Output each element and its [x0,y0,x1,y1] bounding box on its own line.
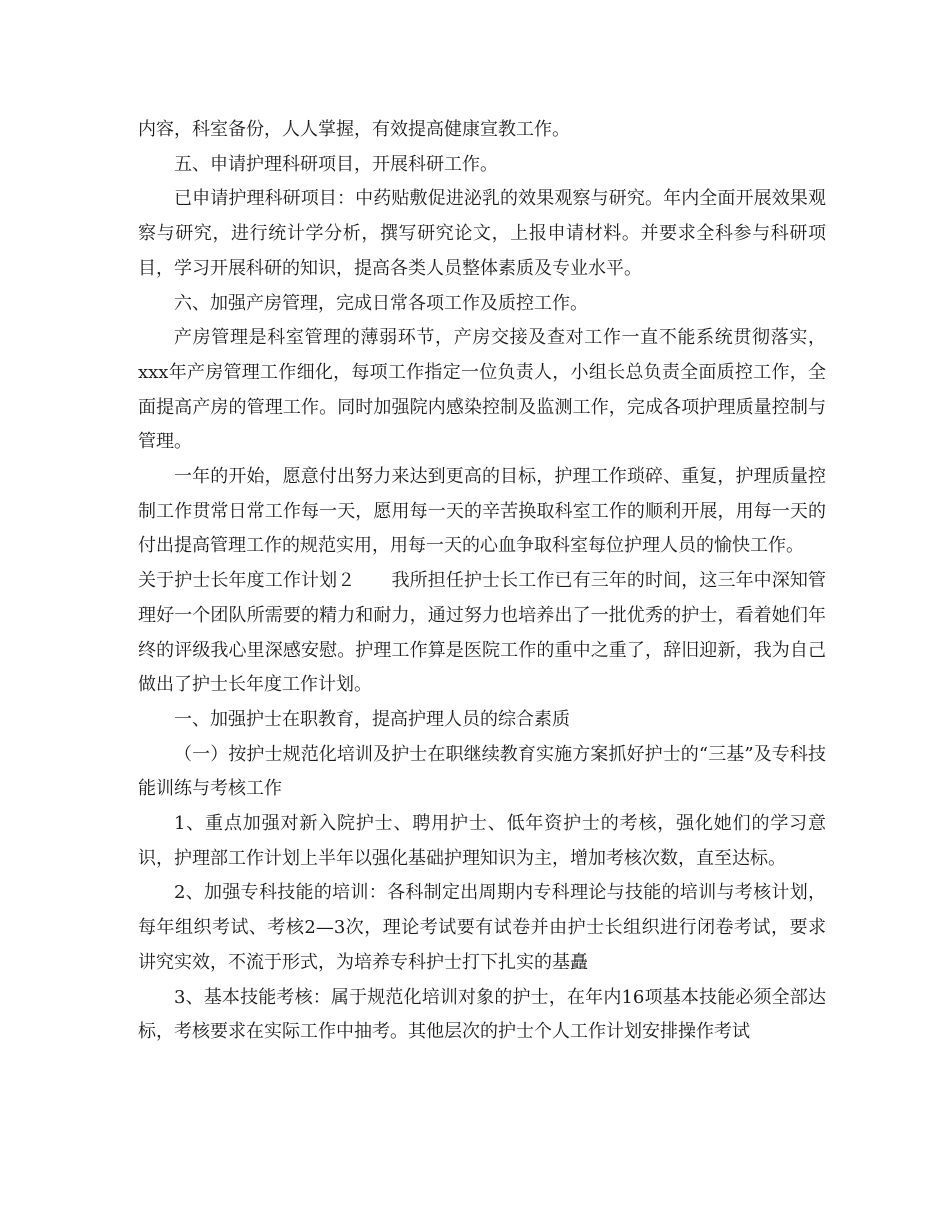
section-heading-in-service-education: 一、加强护士在职教育，提高护理人员的综合素质 [174,708,570,730]
paragraph-research-project: 已申请护理科研项目：中药贴敷促进泌乳的效果观察与研究。年内全面开展效果观察与研究，进行统计学分析，撰写研究论文，上报申请材料。并要求全科参与科研项目，学习开展科研的知识，提高各类人员整体素质及专业水平。 [138,188,826,279]
section-heading-delivery-room: 六、加强产房管理，完成日常各项工作及质控工作。 [174,292,588,314]
list-item-3: 3、基本技能考核：属于规范化培训对象的护士，在年内16项基本技能必须全部达标，考核要求在实际工作中抽考。其他层次的护士个人工作计划安排操作考试 [138,986,826,1043]
paragraph-health-education-end: 内容，科室备份，人人掌握，有效提高健康宣教工作。 [138,119,570,140]
document-body [138,113,826,1050]
list-item-1: 1、重点加强对新入院护士、聘用护士、低年资护士的考核，强化她们的学习意识，护理部工作计划上半年以强化基础护理知识为主，增加考核次数，直至达标。 [138,813,826,869]
list-item-2: 2、加强专科技能的培训：各科制定出周期内专科理论与技能的培训与考核计划，每年组织考试、考核2—3次，理论考试要有试卷并由护士长组织进行闭卷考试，要求讲究实效，不流于形式，为培养专科护士打下扎实的基矗 [138,882,826,973]
paragraph-delivery-room: 产房管理是科室管理的薄弱环节，产房交接及查对工作一直不能系统贯彻落实，xxx年产房管理工作细化，每项工作指定一位负责人，小组长总负责全面质控工作，全面提高产房的管理工作。同时加强院内感染控制及监测工作，完成各项护理质量控制与管理。 [138,327,826,453]
subsection-heading-standardized-training: （一）按护士规范化培训及护士在职继续教育实施方案抓好护士的“三基”及专科技能训练与考核工作 [138,743,826,800]
section-heading-research: 五、申请护理科研项目，开展科研工作。 [174,153,498,175]
paragraph-year-closing: 一年的开始，愿意付出努力来达到更高的目标，护理工作琐碎、重复，护理质量控制工作贯常日常工作每一天，愿用每一天的辛苦换取科室工作的顺利开展，用每一天的付出提高管理工作的规范实用，用每一天的心血争取科室每位护理人员的愉快工作。 [138,466,826,557]
paragraph-plan-2-intro: 关于护士长年度工作计划２ 我所担任护士长工作已有三年的时间，这三年中深知管理好一个团队所需要的精力和耐力，通过努力也培养出了一批优秀的护士，看着她们年终的评级我心里深感安慰。护理工作算是医院工作的重中之重了，辞旧迎新，我为自己做出了护士长年度工作计划。 [138,570,826,696]
